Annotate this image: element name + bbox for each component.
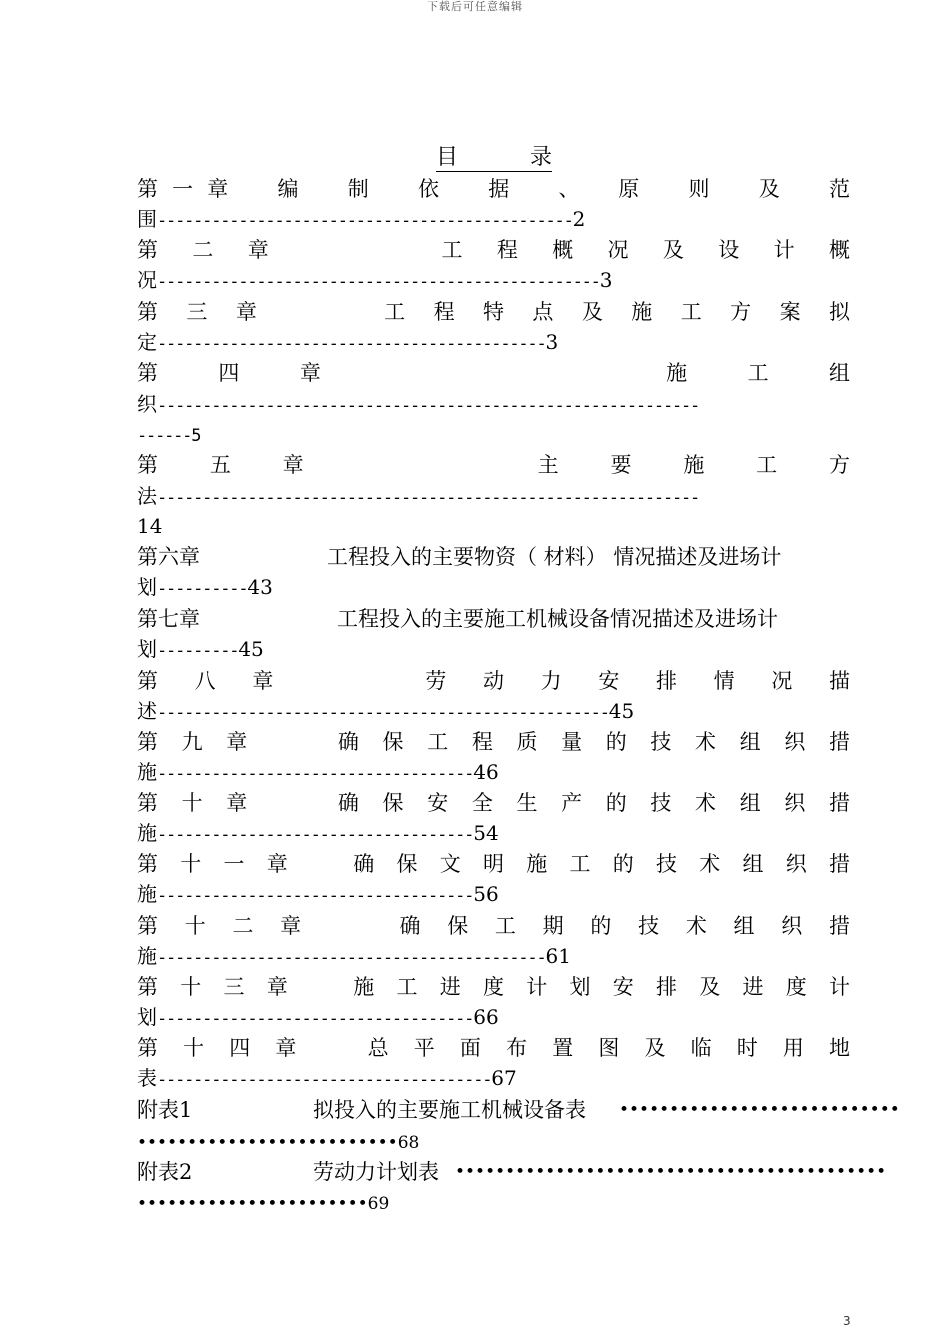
toc-title [436,145,552,172]
toc-entry-12-line2[interactable] [137,941,850,971]
toc-entry-11-line2[interactable] [137,879,850,909]
toc-entry-5-line2-head: 法 [137,484,157,508]
toc-entry-7-text: 工程投入的主要施工机械设备情况描述及进场计 [337,607,778,631]
toc-entry-11-leader: ----------------------------------- [157,886,474,906]
toc-entry-4-line1[interactable]: 第 四 章 施 工 组 [137,361,850,385]
toc-entry-2-line1[interactable]: 第 二 章 工 程 概 况 及 设 计 概 [137,238,850,262]
toc-entry-12-line1[interactable]: 第 十 二 章 确 保 工 期 的 技 术 组 织 措 [137,914,850,938]
toc-entry-9-line2-head: 施 [137,760,157,784]
toc-entry-6-page: 43 [247,575,273,599]
toc-entry-6-leader: ---------- [157,579,248,599]
toc-appendix-2-label: 附表2 [137,1160,193,1184]
toc-entry-1-leader: ---------------------------------------------- [157,211,573,231]
toc-entry-11-line2-head: 施 [137,882,157,906]
toc-entry-12-leader: ------------------------------------------- [157,948,546,968]
toc-entry-5-line3[interactable] [137,511,850,541]
toc-appendix-2-line2-text: •••••••••••••••••••••••69 [137,1194,390,1214]
toc-entry-5-line3-text: 14 [137,514,163,538]
toc-entry-9-page: 46 [473,760,499,784]
toc-entry-8-page: 45 [608,699,635,723]
toc-entry-1-page: 2 [572,207,586,231]
toc-entry-10-line2-head: 施 [137,821,157,845]
toc-appendix-1-line1[interactable] [137,1095,900,1125]
toc-entry-7-leader: --------- [157,641,239,661]
toc-appendix-2-leader: ••••••••••••••••••••••••••••••••••••••••••• [455,1162,887,1182]
toc-entry-3-line1[interactable]: 第 三 章 工 程 特 点 及 施 工 方 案 拟 [137,300,850,324]
toc-entry-10-line2[interactable] [137,818,850,848]
toc-entry-7-line1[interactable] [137,604,850,634]
toc-entry-7-page: 45 [238,637,264,661]
toc-entry-10-leader: ----------------------------------- [157,825,474,845]
toc-entry-2-page: 3 [599,268,613,292]
toc-entry-3-line2[interactable] [137,327,850,357]
toc-entry-1-line2[interactable] [137,204,850,234]
toc-entry-9-leader: ----------------------------------- [157,764,474,784]
toc-entry-5-line1[interactable]: 第 五 章 主 要 施 工 方 [137,453,850,477]
toc-entry-6-line1[interactable] [137,542,850,572]
toc-entry-10-page: 54 [473,821,499,845]
toc-entry-14-line1[interactable]: 第 十 四 章 总 平 面 布 置 图 及 临 时 用 地 [137,1036,850,1060]
toc-appendix-2-line1[interactable] [137,1157,887,1187]
toc-entry-9-line2[interactable] [137,757,850,787]
toc-entry-13-leader: ----------------------------------- [157,1009,474,1029]
toc-entry-7-label: 第七章 [137,607,200,631]
toc-entry-2-leader: ------------------------------------------------- [157,272,600,292]
toc-entry-13-line2[interactable] [137,1002,850,1032]
toc-entry-7-line2-head: 划 [137,637,157,661]
toc-entry-4-line3[interactable] [137,419,850,449]
toc-entry-12-page: 61 [545,944,571,968]
toc-entry-6-line2-head: 划 [137,575,157,599]
toc-entry-7-line2[interactable] [137,634,850,664]
toc-entry-1-line1[interactable]: 第一章 编 制 依 据 、 原 则 及 范 [137,177,850,201]
toc-entry-14-line2-head: 表 [137,1066,157,1090]
toc-entry-3-line2-head: 定 [137,330,157,354]
toc-appendix-1-line2-text: ••••••••••••••••••••••••••68 [137,1133,420,1153]
toc-appendix-1-leader: •••••••••••••••••••••••••••• [619,1100,900,1120]
toc-entry-11-line1[interactable]: 第 十 一 章 确 保 文 明 施 工 的 技 术 组 织 措 [137,852,850,876]
toc-entry-3-leader: ------------------------------------------- [157,334,546,354]
toc-entry-8-line2-head: 述 [137,699,157,723]
toc-entry-12-line2-head: 施 [137,944,157,968]
toc-appendix-2-line2[interactable] [137,1187,850,1217]
toc-entry-3-page: 3 [545,330,559,354]
toc-entry-14-leader: ------------------------------------- [157,1070,492,1090]
toc-entry-5-line2[interactable] [137,481,850,511]
toc-entry-6-text: 工程投入的主要物资（ 材料） 情况描述及进场计 [327,545,782,569]
toc-entry-4-line2-head: 织 [137,392,157,416]
toc-entry-13-line2-head: 划 [137,1005,157,1029]
toc-entry-9-line1[interactable]: 第 九 章 确 保 工 程 质 量 的 技 术 组 织 措 [137,730,850,754]
toc-entry-10-line1[interactable]: 第 十 章 确 保 安 全 生 产 的 技 术 组 织 措 [137,791,850,815]
toc-entry-4-line3-text: ------5 [137,426,201,446]
toc-entry-5-leader: ------------------------------------------------------------ [157,488,700,508]
toc-entry-6-line2[interactable] [137,572,850,602]
page-number: 3 [843,1314,851,1328]
toc-entry-6-label: 第六章 [137,545,200,569]
toc-entry-2-line2[interactable] [137,265,850,295]
toc-appendix-1-line2[interactable] [137,1126,850,1156]
toc-entry-14-line2[interactable] [137,1063,850,1093]
toc-entry-13-line1[interactable]: 第 十 三 章 施 工 进 度 计 划 安 排 及 进 度 计 [137,975,850,999]
toc-appendix-2-text: 劳动力计划表 [313,1160,439,1184]
toc-title-text: 目 录 [436,145,552,170]
toc-entry-8-line1[interactable]: 第 八 章 劳 动 力 安 排 情 况 描 [137,669,850,693]
toc-entry-4-leader: ------------------------------------------------------------ [157,396,700,416]
toc-appendix-1-label: 附表1 [137,1098,193,1122]
toc-entry-13-page: 66 [473,1005,499,1029]
toc-entry-8-line2[interactable] [137,696,850,726]
toc-entry-1-line2-head: 围 [137,207,157,231]
toc-entry-14-page: 67 [491,1066,517,1090]
toc-appendix-1-text: 拟投入的主要施工机械设备表 [313,1098,586,1122]
toc-entry-2-line2-head: 况 [137,268,157,292]
toc-entry-11-page: 56 [473,882,499,906]
toc-entry-4-line2[interactable] [137,389,850,419]
header-note: 下载后可任意编辑 [427,0,523,13]
toc-entry-8-leader: -------------------------------------------------- [157,703,609,723]
